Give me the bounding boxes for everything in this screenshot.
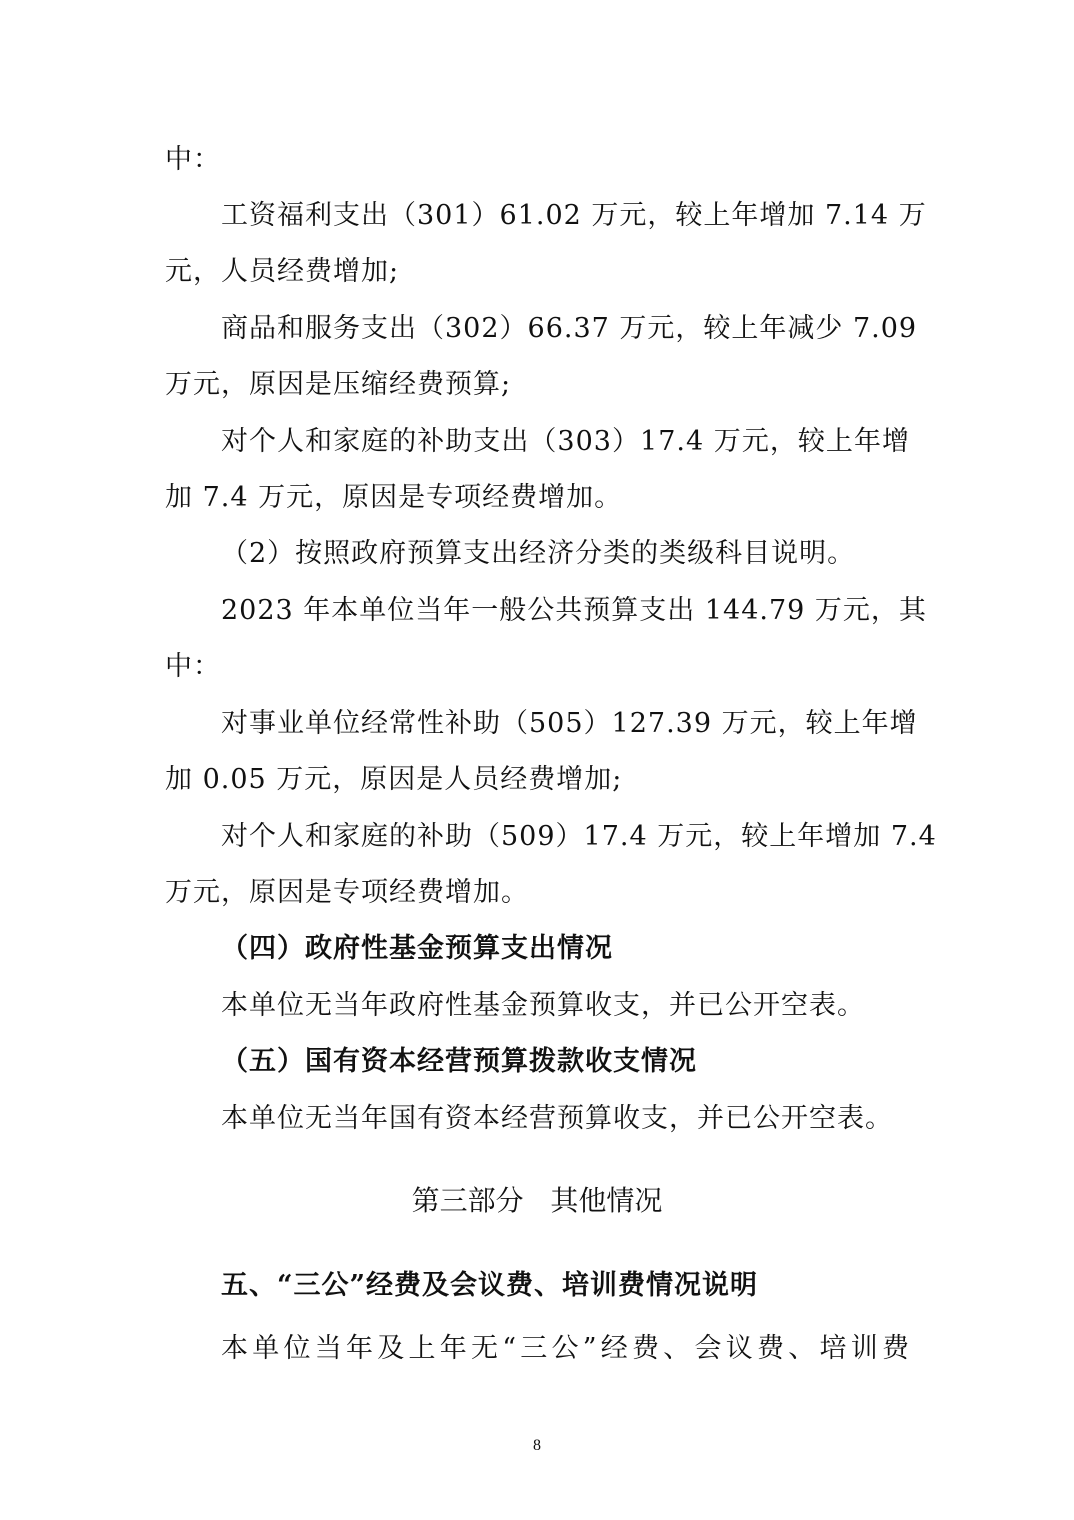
text-line: 中： [165,651,221,682]
text-line: 加 7.4 万元，原因是专项经费增加。 [165,482,623,513]
text-line: 本单位当年及上年无“三公”经费、会议费、培训费 [221,1333,910,1364]
text-line-household-subsidy-509: 对个人和家庭的补助（509）17.4 万元，较上年增加 7.4 [221,821,937,852]
section-heading-fund-budget: （四）政府性基金预算支出情况 [221,933,613,964]
text-line-institution-subsidy: 对事业单位经常性补助（505）127.39 万元，较上年增 [221,708,918,739]
text-line: 中： [165,144,221,175]
text-line: 本单位无当年政府性基金预算收支，并已公开空表。 [221,990,865,1021]
text-line: 元，人员经费增加; [165,256,400,287]
part-title: 第三部分 其他情况 [411,1184,663,1217]
section-heading-three-public-expenses: 五、“三公”经费及会议费、培训费情况说明 [221,1270,759,1301]
text-line-goods-services: 商品和服务支出（302）66.37 万元，较上年减少 7.09 [221,313,918,344]
text-line-general-budget-total: 2023 年本单位当年一般公共预算支出 144.79 万元，其 [221,595,927,626]
text-line: 加 0.05 万元，原因是人员经费增加; [165,764,623,795]
text-line: 本单位无当年国有资本经营预算收支，并已公开空表。 [221,1103,893,1134]
text-line: 万元，原因是专项经费增加。 [165,877,529,908]
text-line-wage-welfare: 工资福利支出（301）61.02 万元，较上年增加 7.14 万 [221,200,927,231]
text-line-economic-classification: （2）按照政府预算支出经济分类的类级科目说明。 [221,538,856,569]
page-number: 8 [533,1437,541,1454]
text-line-household-subsidy: 对个人和家庭的补助支出（303）17.4 万元，较上年增 [221,426,910,457]
text-line: 万元，原因是压缩经费预算; [165,369,512,400]
section-heading-state-capital: （五）国有资本经营预算拨款收支情况 [221,1046,697,1077]
